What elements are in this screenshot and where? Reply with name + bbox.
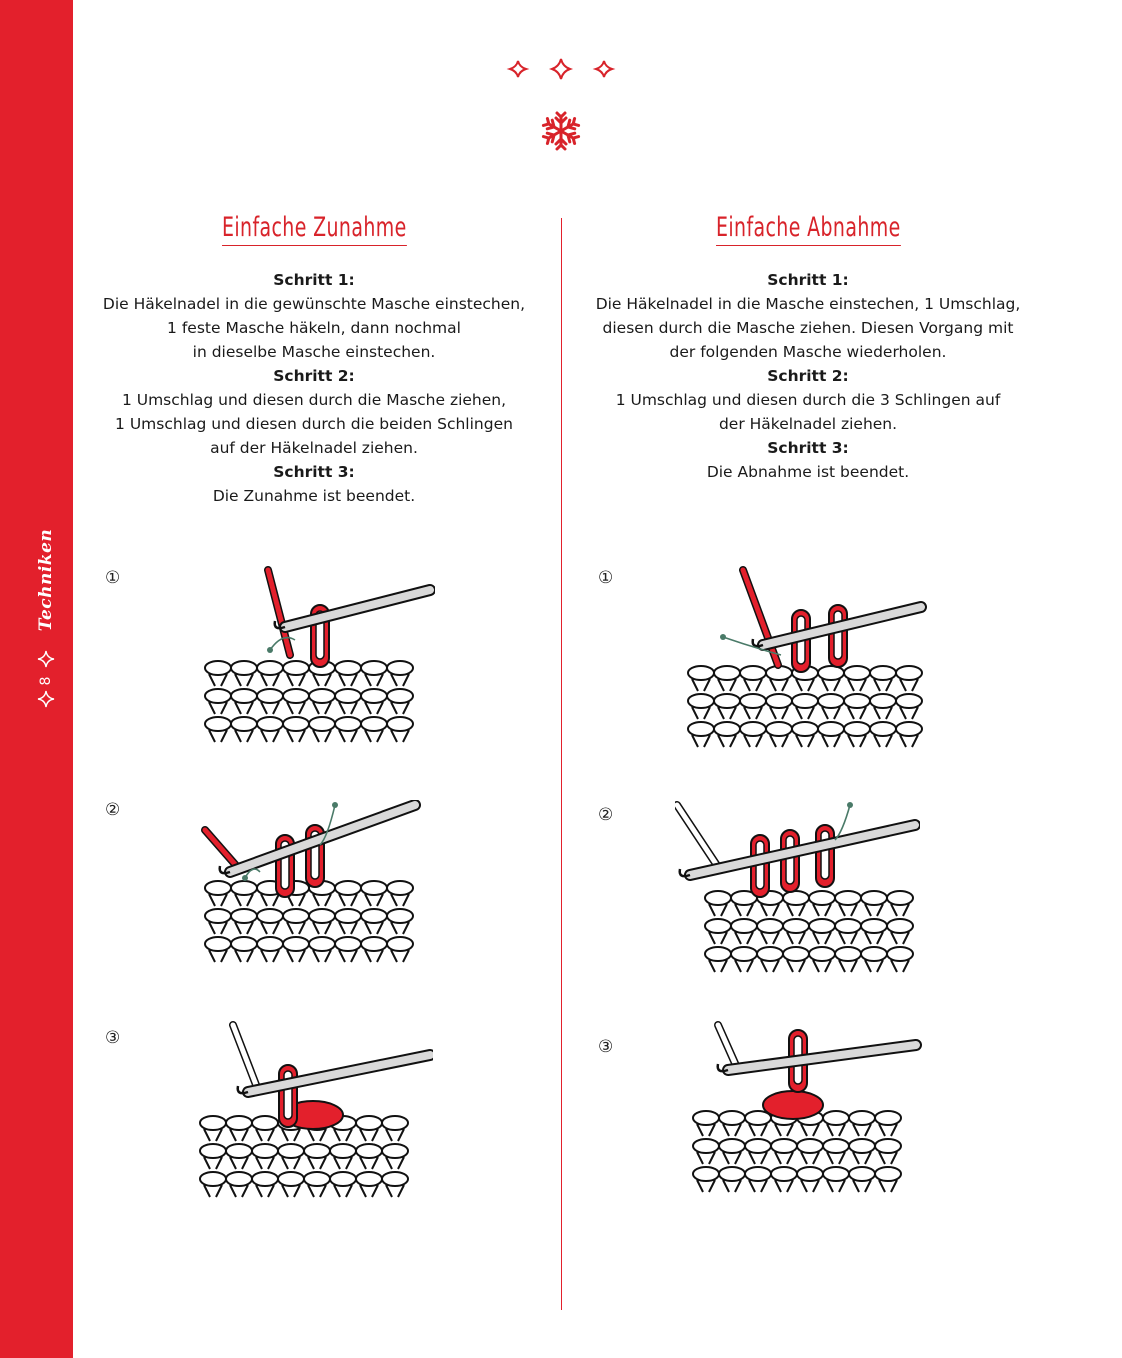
stitch: [783, 891, 809, 905]
stitch: [257, 937, 283, 951]
stitch: [356, 1116, 382, 1130]
step-text: Die Häkelnadel in die Masche einstechen, 1 Umschlag, diesen durch die Masche ziehen. Diesen Vorgang mit der folgenden Masche wiederholen.: [595, 295, 1021, 361]
figure-number: ①: [105, 568, 121, 588]
stitch: [231, 909, 257, 923]
stitch: [757, 919, 783, 933]
yarn: [268, 570, 290, 655]
stitch: [231, 689, 257, 703]
stitch: [849, 1139, 875, 1153]
stitch: [797, 1139, 823, 1153]
stitch: [719, 1139, 745, 1153]
stitch: [792, 694, 818, 708]
stitch: [740, 694, 766, 708]
stitch: [257, 717, 283, 731]
stitch: [330, 1144, 356, 1158]
section-title: Einfache Abnahme: [716, 212, 901, 246]
stitch: [335, 689, 361, 703]
step-text: Die Zunahme ist beendet.: [212, 487, 416, 505]
sparkle-icon: [35, 690, 57, 712]
stitch: [387, 661, 413, 675]
stitch: [387, 881, 413, 895]
stitch: [688, 694, 714, 708]
stitch: [283, 689, 309, 703]
stitch: [861, 919, 887, 933]
stitch: [849, 1167, 875, 1181]
stitch: [278, 1172, 304, 1186]
stitch: [200, 1144, 226, 1158]
crochet-hook: [728, 1045, 916, 1070]
stitch: [766, 722, 792, 736]
stitch: [361, 717, 387, 731]
stitch: [231, 717, 257, 731]
step-2: [578, 364, 1038, 436]
stitch: [809, 919, 835, 933]
yarn-loop-inner: [834, 611, 842, 659]
stitch: [205, 881, 231, 895]
stitch: [887, 919, 913, 933]
step-label: Schritt 2:: [767, 367, 849, 385]
crochet-illustration: [675, 800, 920, 980]
stitch: [887, 891, 913, 905]
stitch: [688, 666, 714, 680]
stitch: [257, 689, 283, 703]
stitch: [861, 891, 887, 905]
stitch: [226, 1172, 252, 1186]
stitch: [205, 937, 231, 951]
stitch: [387, 909, 413, 923]
stitch: [896, 722, 922, 736]
stitch: [705, 947, 731, 961]
stitch: [705, 919, 731, 933]
stitch: [205, 909, 231, 923]
figure-number: ③: [105, 1028, 121, 1048]
stitch: [766, 694, 792, 708]
crochet-illustration: [688, 1015, 923, 1200]
stitch: [870, 694, 896, 708]
figure-number: ①: [598, 568, 614, 588]
stitch: [252, 1116, 278, 1130]
stitch: [252, 1172, 278, 1186]
stitch: [356, 1172, 382, 1186]
step-text: Die Häkelnadel in die gewünschte Masche einstechen, 1 feste Masche häkeln, dann nochmal in dieselbe Masche einstechen.: [102, 295, 526, 361]
sidebar: [0, 0, 73, 1358]
stitch: [309, 689, 335, 703]
stitch: [283, 909, 309, 923]
stitch: [719, 1111, 745, 1125]
stitch: [844, 694, 870, 708]
stitch: [823, 1111, 849, 1125]
step-1: [84, 268, 544, 364]
arrow-head: [332, 802, 338, 808]
crochet-hook: [248, 1055, 430, 1092]
column-increase: [84, 212, 544, 508]
stitch: [335, 937, 361, 951]
stitch: [278, 1144, 304, 1158]
crochet-illustration: [200, 800, 425, 970]
stitch: [714, 666, 740, 680]
stitch: [361, 909, 387, 923]
stitch: [231, 881, 257, 895]
stitch: [823, 1139, 849, 1153]
step-2: [84, 364, 544, 460]
top-ornament: [490, 52, 630, 152]
stitch: [200, 1116, 226, 1130]
stitch: [792, 722, 818, 736]
stitch: [809, 947, 835, 961]
step-label: Schritt 1:: [273, 271, 355, 289]
stitch: [861, 947, 887, 961]
page-number: 8: [38, 676, 54, 686]
stitch: [740, 666, 766, 680]
crochet-illustration: [683, 565, 938, 760]
arrow-head: [720, 634, 726, 640]
stitch: [875, 1139, 901, 1153]
stitch: [257, 661, 283, 675]
stitch: [335, 881, 361, 895]
stitch: [356, 1144, 382, 1158]
stitch: [226, 1116, 252, 1130]
stitch: [382, 1116, 408, 1130]
yarn-loop-inner: [786, 836, 794, 884]
stitch: [844, 722, 870, 736]
section-title: Einfache Zunahme: [222, 212, 407, 246]
stitch: [783, 919, 809, 933]
stitch: [330, 1172, 356, 1186]
step-text: Die Abnahme ist beendet.: [706, 463, 910, 481]
stitch: [688, 722, 714, 736]
stitch: [205, 689, 231, 703]
stitch: [771, 1167, 797, 1181]
stitch: [771, 1139, 797, 1153]
stitch: [849, 1111, 875, 1125]
stitch: [205, 661, 231, 675]
stitch: [818, 722, 844, 736]
column-decrease: [578, 212, 1038, 484]
step-text: 1 Umschlag und diesen durch die 3 Schlingen auf der Häkelnadel ziehen.: [615, 391, 1001, 433]
step-label: Schritt 2:: [273, 367, 355, 385]
crochet-hook: [690, 825, 915, 875]
arrow-head: [242, 875, 248, 881]
stitch: [705, 891, 731, 905]
stitch: [309, 717, 335, 731]
stitch: [387, 717, 413, 731]
stitch: [283, 937, 309, 951]
column-divider: [561, 218, 562, 1310]
stitch: [835, 919, 861, 933]
stitch: [382, 1172, 408, 1186]
stitch: [200, 1172, 226, 1186]
step-label: Schritt 3:: [767, 439, 849, 457]
stitch: [823, 1167, 849, 1181]
step-3: [84, 460, 544, 508]
yarn: [677, 805, 720, 870]
stitch: [205, 717, 231, 731]
stitch: [283, 717, 309, 731]
stitch: [693, 1167, 719, 1181]
stitch: [875, 1111, 901, 1125]
sparkle-icon: [35, 650, 57, 672]
stitch: [361, 937, 387, 951]
step-3: [578, 436, 1038, 484]
stitch: [745, 1167, 771, 1181]
stitch: [870, 666, 896, 680]
stitch: [361, 689, 387, 703]
stitch: [875, 1167, 901, 1181]
stitch: [714, 694, 740, 708]
stitch: [252, 1144, 278, 1158]
stitch: [757, 947, 783, 961]
stitch: [335, 717, 361, 731]
stitch: [809, 891, 835, 905]
stitch: [361, 661, 387, 675]
arrow-head: [267, 647, 273, 653]
stitch: [719, 1167, 745, 1181]
stitch: [714, 722, 740, 736]
stitch: [844, 666, 870, 680]
stitch: [693, 1111, 719, 1125]
arrow-head: [847, 802, 853, 808]
step-1: [578, 268, 1038, 364]
stitch: [309, 937, 335, 951]
stitch: [335, 909, 361, 923]
stitch: [231, 661, 257, 675]
finished-stitch: [763, 1091, 823, 1119]
figure-number: ②: [105, 800, 121, 820]
snowflake-icon: [543, 113, 579, 149]
figure-number: ②: [598, 805, 614, 825]
stitch: [740, 722, 766, 736]
stitch: [835, 891, 861, 905]
page-number-marker: [35, 650, 57, 712]
step-label: Schritt 3:: [273, 463, 355, 481]
stitch: [731, 919, 757, 933]
stitch: [835, 947, 861, 961]
stitch: [387, 689, 413, 703]
stitch: [257, 909, 283, 923]
stitch: [745, 1139, 771, 1153]
stitch: [309, 909, 335, 923]
stitch: [797, 1167, 823, 1181]
step-text: 1 Umschlag und diesen durch die Masche ziehen, 1 Umschlag und diesen durch die beiden Schlingen auf der Häkelnadel ziehen.: [115, 391, 513, 457]
stitch: [896, 694, 922, 708]
yarn-loop-inner: [821, 831, 829, 879]
stitch: [387, 937, 413, 951]
stitch: [226, 1144, 252, 1158]
stitch: [335, 661, 361, 675]
crochet-illustration: [200, 565, 435, 750]
figure-number: ③: [598, 1037, 614, 1057]
stitch: [818, 666, 844, 680]
stitch: [304, 1144, 330, 1158]
stitch: [731, 947, 757, 961]
stitch: [304, 1172, 330, 1186]
crochet-hook: [285, 590, 430, 627]
stitch: [231, 937, 257, 951]
crochet-illustration: [198, 1020, 433, 1210]
stitch: [693, 1139, 719, 1153]
stitch: [361, 881, 387, 895]
yarn: [233, 1025, 258, 1090]
section-label: Techniken: [36, 528, 56, 632]
stitch: [382, 1144, 408, 1158]
stitch: [870, 722, 896, 736]
stitch: [783, 947, 809, 961]
step-label: Schritt 1:: [767, 271, 849, 289]
stitch: [896, 666, 922, 680]
yarn: [743, 570, 778, 665]
stitch: [887, 947, 913, 961]
sparkle-icon: [510, 59, 612, 79]
stitch: [818, 694, 844, 708]
stitch: [283, 661, 309, 675]
